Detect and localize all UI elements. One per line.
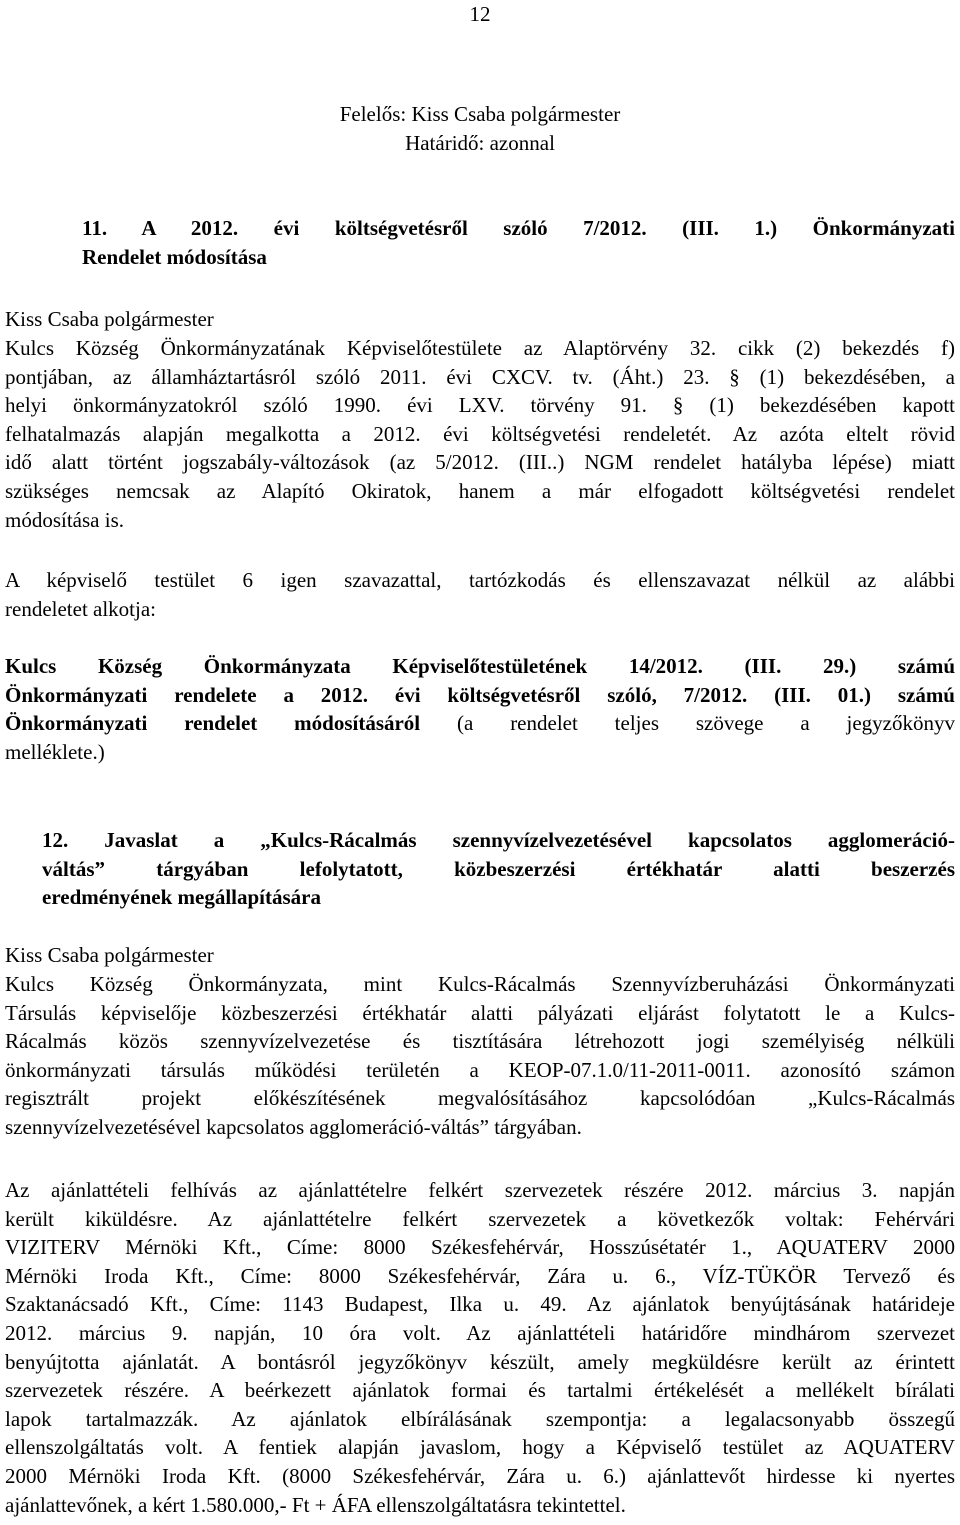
item11-heading-cont	[82, 243, 955, 272]
responsible-person: Felelős: Kiss Csaba polgármester	[339, 102, 621, 126]
decree-bold: Önkormányzati rendelete a 2012. évi költségvetésről szóló, 7/2012. (III. 01.) számú	[5, 682, 955, 707]
item11-heading	[82, 214, 955, 243]
speaker-name: Kiss Csaba polgármester	[5, 307, 214, 331]
body-line: szennyvízelvezetésével kapcsolatos agglomeráció-váltás” tárgyában.	[5, 1114, 582, 1139]
item11-body	[5, 334, 955, 534]
offers-line: ajánlattevőnek, a kért 1.580.000,- Ft + ÁFA ellenszolgáltatásra tekintettel.	[5, 1492, 626, 1517]
offers-line: Mérnöki Iroda Kft., Címe: 8000 Székesfehérvár, Zára u. 6., VÍZ-TÜKÖR Tervező és	[5, 1263, 955, 1288]
item12-body	[5, 970, 955, 1142]
vote-line: rendeletet alkotja:	[5, 596, 157, 621]
decree-line	[5, 709, 955, 738]
body-line: pontjában, az államháztartásról szóló 2011. évi CXCV. tv. (Áht.) 23. § (1) bekezdésében, a	[5, 364, 955, 389]
decree-bold: Kulcs Község Önkormányzata Képviselőtestületének 14/2012. (III. 29.) számú	[5, 654, 955, 678]
offers-line: Az ajánlattételi felhívás az ajánlattételre felkért szervezetek részére 2012. március 3. napján	[5, 1178, 955, 1202]
offers-line: lapok tartalmazzák. Az ajánlatok elbírálásának szempontja: a legalacsonyabb összegű	[5, 1406, 955, 1431]
vote-line: A képviselő testület 6 igen szavazattal, tartózkodás és ellenszavazat nélkül az alábbi	[5, 568, 955, 592]
offers-line: 2012. március 9. napján, 10 óra volt. Az ajánlattételi határidőre mindhárom szervezet	[5, 1320, 955, 1345]
body-line: szükséges nemcsak az Alapító Okiratok, hanem a már elfogadott költségvetési rendelet	[5, 478, 955, 503]
responsible-block	[0, 100, 960, 158]
body-line: Rácalmás közös szennyvízelvezetése és tisztítására létrehozott jogi személyiség nélküli	[5, 1029, 955, 1054]
body-line: módosítása is.	[5, 507, 124, 532]
item12-speaker	[5, 941, 955, 970]
item11-heading-line: Rendelet módosítása	[82, 245, 267, 269]
body-line: felhatalmazás alapján megalkotta a 2012. évi költségvetési rendeletét. Az azóta eltelt rövid	[5, 421, 955, 446]
item11-heading-line: 11. A 2012. évi költségvetésről szóló 7/2012. (III. 1.) Önkormányzati	[82, 216, 955, 240]
item12-heading	[42, 826, 955, 912]
page-number: 12	[469, 2, 491, 26]
body-line: Kulcs Község Önkormányzata, mint Kulcs-Rácalmás Szennyvízberuházási Önkormányzati	[5, 972, 955, 996]
decree-bold: Önkormányzati rendelet módosításáról	[5, 711, 421, 736]
offers-line: benyújtotta ajánlatát. A bontásról jegyzőkönyv készült, amely megküldésre került az érintett	[5, 1349, 955, 1374]
decree-normal: melléklete.)	[5, 739, 105, 764]
item11-vote	[5, 566, 955, 623]
offers-line: VIZITERV Mérnöki Kft., Címe: 8000 Székesfehérvár, Hosszúsétatér 1., AQUATERV 2000	[5, 1235, 955, 1260]
body-line: Kulcs Község Önkormányzatának Képviselőtestülete az Alaptörvény 32. cikk (2) bekezdés f)	[5, 336, 955, 360]
item12-heading-line: eredményének megállapítására	[42, 885, 321, 910]
offers-line: 2000 Mérnöki Iroda Kft. (8000 Székesfehérvár, Zára u. 6.) ajánlattevőt hirdesse ki nyertes	[5, 1463, 955, 1488]
offers-line: ellenszolgáltatás volt. A fentiek alapján javaslom, hogy a Képviselő testület az AQUATERV	[5, 1435, 955, 1460]
item12-heading-line: 12. Javaslat a „Kulcs-Rácalmás szennyvízelvezetésével kapcsolatos agglomeráció-	[42, 828, 955, 852]
body-line: Társulás képviselője közbeszerzési értékhatár alatti pályázati eljárást folytatott le a Kulcs-	[5, 1000, 955, 1025]
speaker-name: Kiss Csaba polgármester	[5, 943, 214, 967]
item12-heading-line: váltás” tárgyában lefolytatott, közbeszerzési értékhatár alatti beszerzés	[42, 856, 955, 881]
body-line: önkormányzati társulás működési területén a KEOP-07.1.0/11-2011-0011. azonosító számon	[5, 1057, 955, 1082]
body-line: idő alatt történt jogszabály-változások (az 5/2012. (III..) NGM rendelet hatályba lépése) miatt	[5, 450, 955, 475]
item12-offers	[5, 1176, 955, 1519]
decree-line	[5, 738, 955, 767]
deadline: Határidő: azonnal	[405, 131, 555, 155]
body-line: regisztrált projekt előkészítésének megvalósításához kapcsolódóan „Kulcs-Rácalmás	[5, 1086, 955, 1111]
decree-normal: (a rendelet teljes szövege a jegyzőkönyv	[420, 711, 955, 736]
item11-decree	[5, 652, 955, 766]
body-line: helyi önkormányzatokról szóló 1990. évi LXV. törvény 91. § (1) bekezdésében kapott	[5, 393, 955, 418]
decree-line	[5, 652, 955, 681]
decree-line	[5, 681, 955, 710]
offers-line: került kiküldésre. Az ajánlattételre felkért szervezetek a következők voltak: Fehérvári	[5, 1206, 955, 1231]
offers-line: szervezetek részére. A beérkezett ajánlatok formai és tartalmi értékelését a mellékelt bírálati	[5, 1378, 955, 1403]
item11-speaker	[5, 305, 955, 334]
offers-line: Szaktanácsadó Kft., Címe: 1143 Budapest, Ilka u. 49. Az ajánlatok benyújtásának határideje	[5, 1292, 955, 1317]
